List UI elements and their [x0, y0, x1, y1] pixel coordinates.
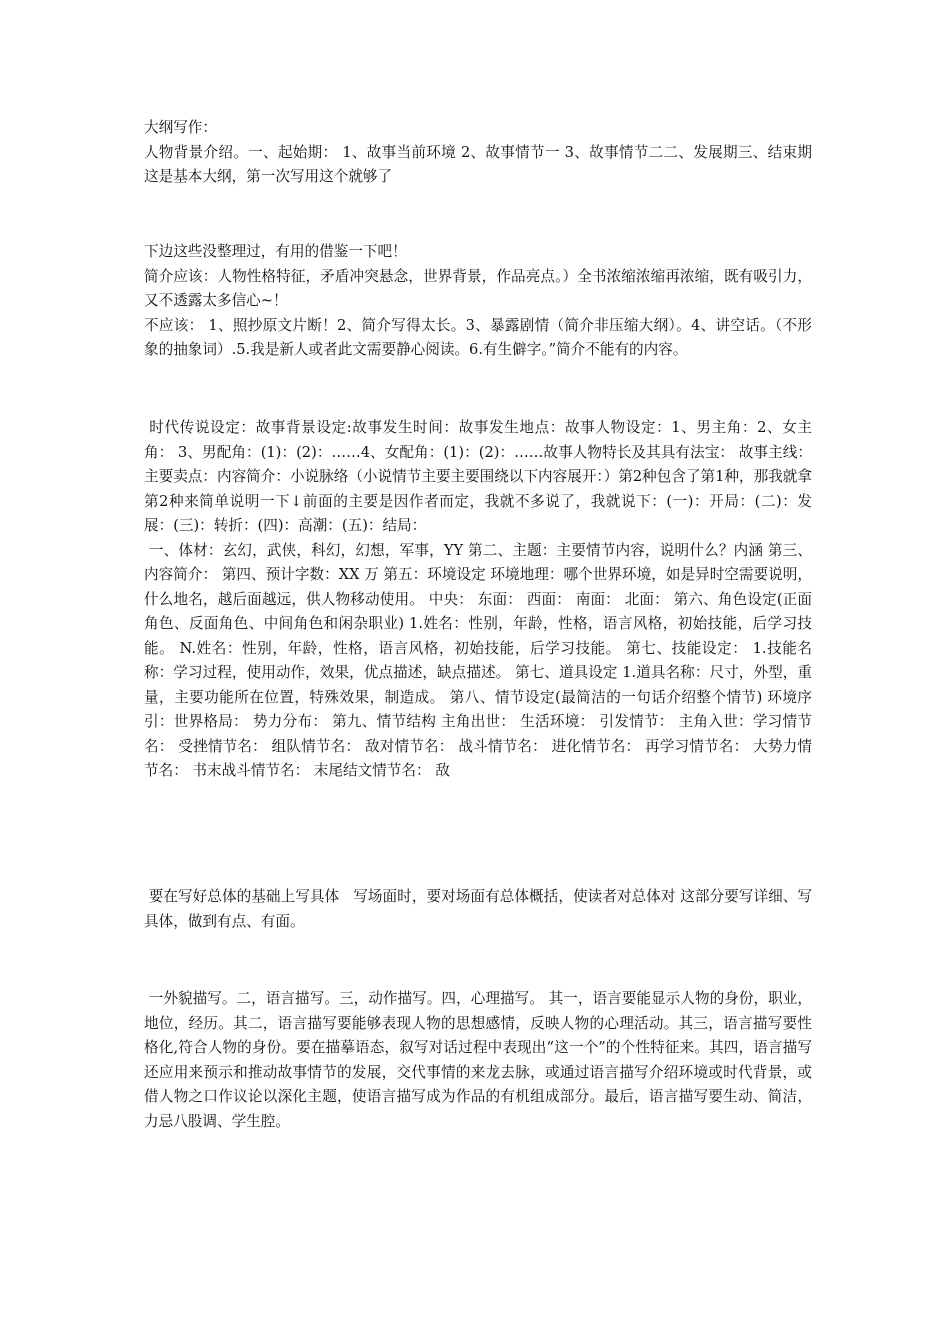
- setting-paragraph: 时代传说设定：故事背景设定:故事发生时间：故事发生地点：故事人物设定：1、男主角：2、女主角： 3、男配角：(1)：(2)：……4、女配角：(1)：(2)：……故事人物特长及其具有法宝： 故事主线：主要卖点：内容简介：小说脉络（小说情节主要主要围绕以下内容展开：）第2种包含了第1种，那我就拿第2种来简单说明一下↓前面的主要是因作者而定，我就不多说了，我就说下：(一)：开局：(二)：发展：(三)：转折：(四)：高潮：(五)：结局： 一、体材：玄幻，武侠，科幻，幻想，军事，YY 第二、主题：主要情节内容，说明什么？内涵 第三、内容简介： 第四、预计字数：XX 万 第五：环境设定 环境地理：哪个世界环境，如是异时空需要说明，什么地名，越后面越远，供人物移动使用。 中央： 东面： 西面： 南面： 北面： 第六、角色设定(正面角色、反面角色、中间角色和闲杂职业) 1.姓名：性别，年龄，性格，语言风格，初始技能，后学习技能。 N.姓名：性别，年龄，性格，语言风格，初始技能，后学习技能。 第七、技能设定： 1.技能名称：学习过程，使用动作，效果，优点描述，缺点描述。 第七、道具设定 1.道具名称：尺寸，外型，重量，主要功能所在位置，特殊效果，制造成。 第八、情节设定(最简洁的一句话介绍整个情节) 环境序引：世界格局： 势力分布： 第九、情节结构 主角出世： 生活环境： 引发情节： 主角入世：学习情节名： 受挫情节名： 组队情节名： 敌对情节名： 战斗情节名： 进化情节名： 再学习情节名： 大势力情节名： 书末战斗情节名： 末尾结文情节名： 敌: [144, 419, 813, 779]
- synopsis-paragraph: 下边这些没整理过，有用的借鉴一下吧！ 简介应该：人物性格特征，矛盾冲突悬念，世界背景，作品亮点。）全书浓缩浓缩再浓缩，既有吸引力，又不透露太多信心~！ 不应该： 1、照抄原文片断！2、简介写得太长。3、暴露剧情（简介非压缩大纲）。4、讲空话。（不形象的抽象词）.5.我是新人或者此文需要静心阅读。6.有生僻字。”简介不能有的内容。: [144, 243, 812, 358]
- description-paragraph: 一外貌描写。二，语言描写。三，动作描写。四，心理描写。 其一，语言要能显示人物的身份，职业，地位，经历。其二，语言描写要能够表现人物的思想感情，反映人物的心理活动。其三，语言描写要性格化,符合人物的身份。要在描摹语态，叙写对话过程中表现出“这一个”的个性特征来。其四，语言描写还应用来预示和推动故事情节的发展，交代事情的来龙去脉，或通过语言描写介绍环境或时代背景，或借人物之口作议论以深化主题，使语言描写成为作品的有机组成部分。最后，语言描写要生动、简洁，力忌八股调、学生腔。: [144, 990, 812, 1130]
- scene-writing-paragraph: 要在写好总体的基础上写具体 写场面时，要对场面有总体概括，使读者对总体对 这部分要写详细、写具体，做到有点、有面。: [144, 888, 813, 930]
- outline-paragraph: 大纲写作： 人物背景介绍。一、起始期： 1、故事当前环境 2、故事情节一 3、故事情节二二、发展期三、结束期 这是基本大纲，第一次写用这个就够了: [144, 119, 812, 185]
